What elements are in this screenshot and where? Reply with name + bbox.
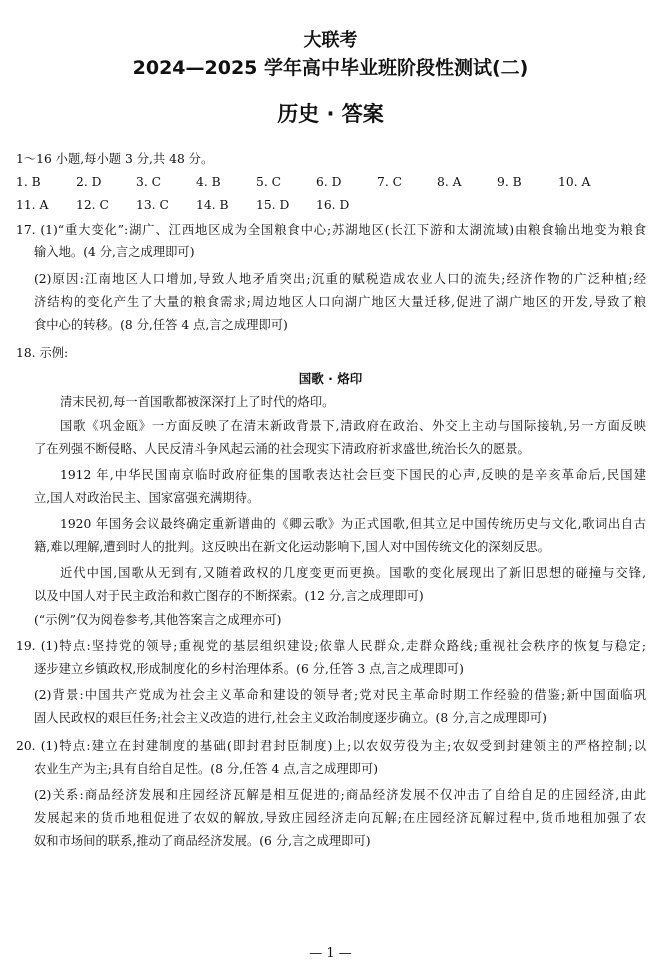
mc-answer: 9. B [497,175,522,189]
q18-para5-line2: 以及中国人对于民主政治和救亡图存的不断探索。(12 分,言之成理即可) [34,589,424,603]
exam-title: 2024—2025 学年高中毕业班阶段性测试(二) [132,57,529,79]
q17-part1-line2: 输入地。(4 分,言之成理即可) [34,245,195,259]
q20-part2-line1: (2)关系:商品经济发展和庄园经济瓦解是相互促进的;商品经济发展不仅冲击了自给自足的庄园经济,由此 [34,788,646,802]
mc-answer: 12. C [76,198,109,212]
mc-answer: 8. A [437,175,462,189]
q17-part1-line1: 17. (1)“重大变化”:湖广、江西地区成为全国粮食中心;苏湖地区(长江下游和太湖流域)由粮食输出地变为粮食 [16,223,646,237]
q18-para4-line1: 1920 年国务会议最终确定重新谱曲的《卿云歌》为正式国歌,但其立足中国传统历史与文化,歌词出自古 [60,517,646,531]
q18-para2-line1: 国歌《巩金瓯》一方面反映了在清末新政背景下,清政府在政治、外交上主动与国际接轨,另一方面反映 [60,419,646,433]
q18-essay-title: 国歌 · 烙印 [298,371,363,386]
mc-answer: 16. D [316,198,350,212]
q17-part2-line2: 济结构的变化产生了大量的粮食需求;周边地区人口向湖广地区大量迁移,促进了湖广地区的开发,导致了粮 [34,295,646,309]
mc-answer: 10. A [558,175,591,189]
q18-para4-line2: 籍,难以理解,遭到时人的批判。这反映出在新文化运动影响下,国人对中国传统文化的深刻反思。 [34,540,550,554]
q18-para1: 清末民初,每一首国歌都被深深打上了时代的烙印。 [60,395,335,409]
q18-para2-line2: 了在列强不断侵略、人民反清斗争风起云涌的社会现实下清政府祈求盛世,统治长久的愿景。 [34,442,530,456]
mc-answer: 1. B [16,175,41,189]
q17-part2-line1: (2)原因:江南地区人口增加,导致人地矛盾突出;沉重的赋税造成农业人口的流失;经济作物的广泛种植;经 [34,272,646,286]
mc-answer: 5. C [256,175,282,189]
q17-part2-line3: 食中心的转移。(8 分,任答 4 点,言之成理即可) [34,318,288,332]
q20-part2-line2: 发展起来的货币地租促进了农奴的解放,导致庄园经济走向瓦解;在庄园经济瓦解过程中,货币地租加强了农 [34,811,646,825]
exam-organizer: 大联考 [303,30,358,51]
q18-note: (“示例”仅为阅卷参考,其他答案言之成理亦可) [34,613,282,627]
q18-intro: 18. 示例: [16,346,69,360]
mc-answer: 14. B [196,198,229,212]
mc-answer: 4. B [196,175,221,189]
mc-answer: 3. C [136,175,162,189]
mc-answer: 13. C [136,198,169,212]
mc-answer: 2. D [76,175,102,189]
mc-answer: 11. A [16,198,49,212]
q19-part2-line1: (2)背景:中国共产党成为社会主义革命和建设的领导者;党对民主革命时期工作经验的借鉴;新中国面临巩 [34,688,646,702]
mc-intro: 1～16 小题,每小题 3 分,共 48 分。 [16,152,214,166]
q19-part1-line2: 逐步建立乡镇政权,形成制度化的乡村治理体系。(6 分,任答 3 点,言之成理即可) [34,662,464,676]
subject-title: 历史 · 答案 [277,102,384,126]
q18-para3-line1: 1912 年,中华民国南京临时政府征集的国歌表达社会巨变下国民的心声,反映的是辛亥革命后,民国建 [60,468,646,482]
mc-answer: 6. D [316,175,342,189]
q19-part1-line1: 19. (1)特点:坚持党的领导;重视党的基层组织建设;依靠人民群众,走群众路线;重视社会秩序的恢复与稳定; [16,639,646,653]
q18-para3-line2: 立,国人对政治民主、国家富强充满期待。 [34,491,260,505]
q20-part1-line2: 农业生产为主;具有自给自足性。(8 分,任答 4 点,言之成理即可) [34,762,379,776]
q19-part2-line2: 固人民政权的艰巨任务;社会主义改造的进行,社会主义政治制度逐步确立。(8 分,言之成理即可) [34,711,547,725]
page-number: — 1 — [309,946,352,961]
q20-part2-line3: 奴和市场间的联系,推动了商品经济发展。(6 分,言之成理即可) [34,834,371,848]
mc-answer: 15. D [256,198,290,212]
q20-part1-line1: 20. (1)特点:建立在封建制度的基础(即封君封臣制度)上;以农奴劳役为主;农奴受到封建领主的严格控制;以 [16,739,646,753]
q18-para5-line1: 近代中国,国歌从无到有,又随着政权的几度变更而更换。国歌的变化展现出了新旧思想的碰撞与交锋, [60,566,646,580]
mc-answer: 7. C [377,175,403,189]
